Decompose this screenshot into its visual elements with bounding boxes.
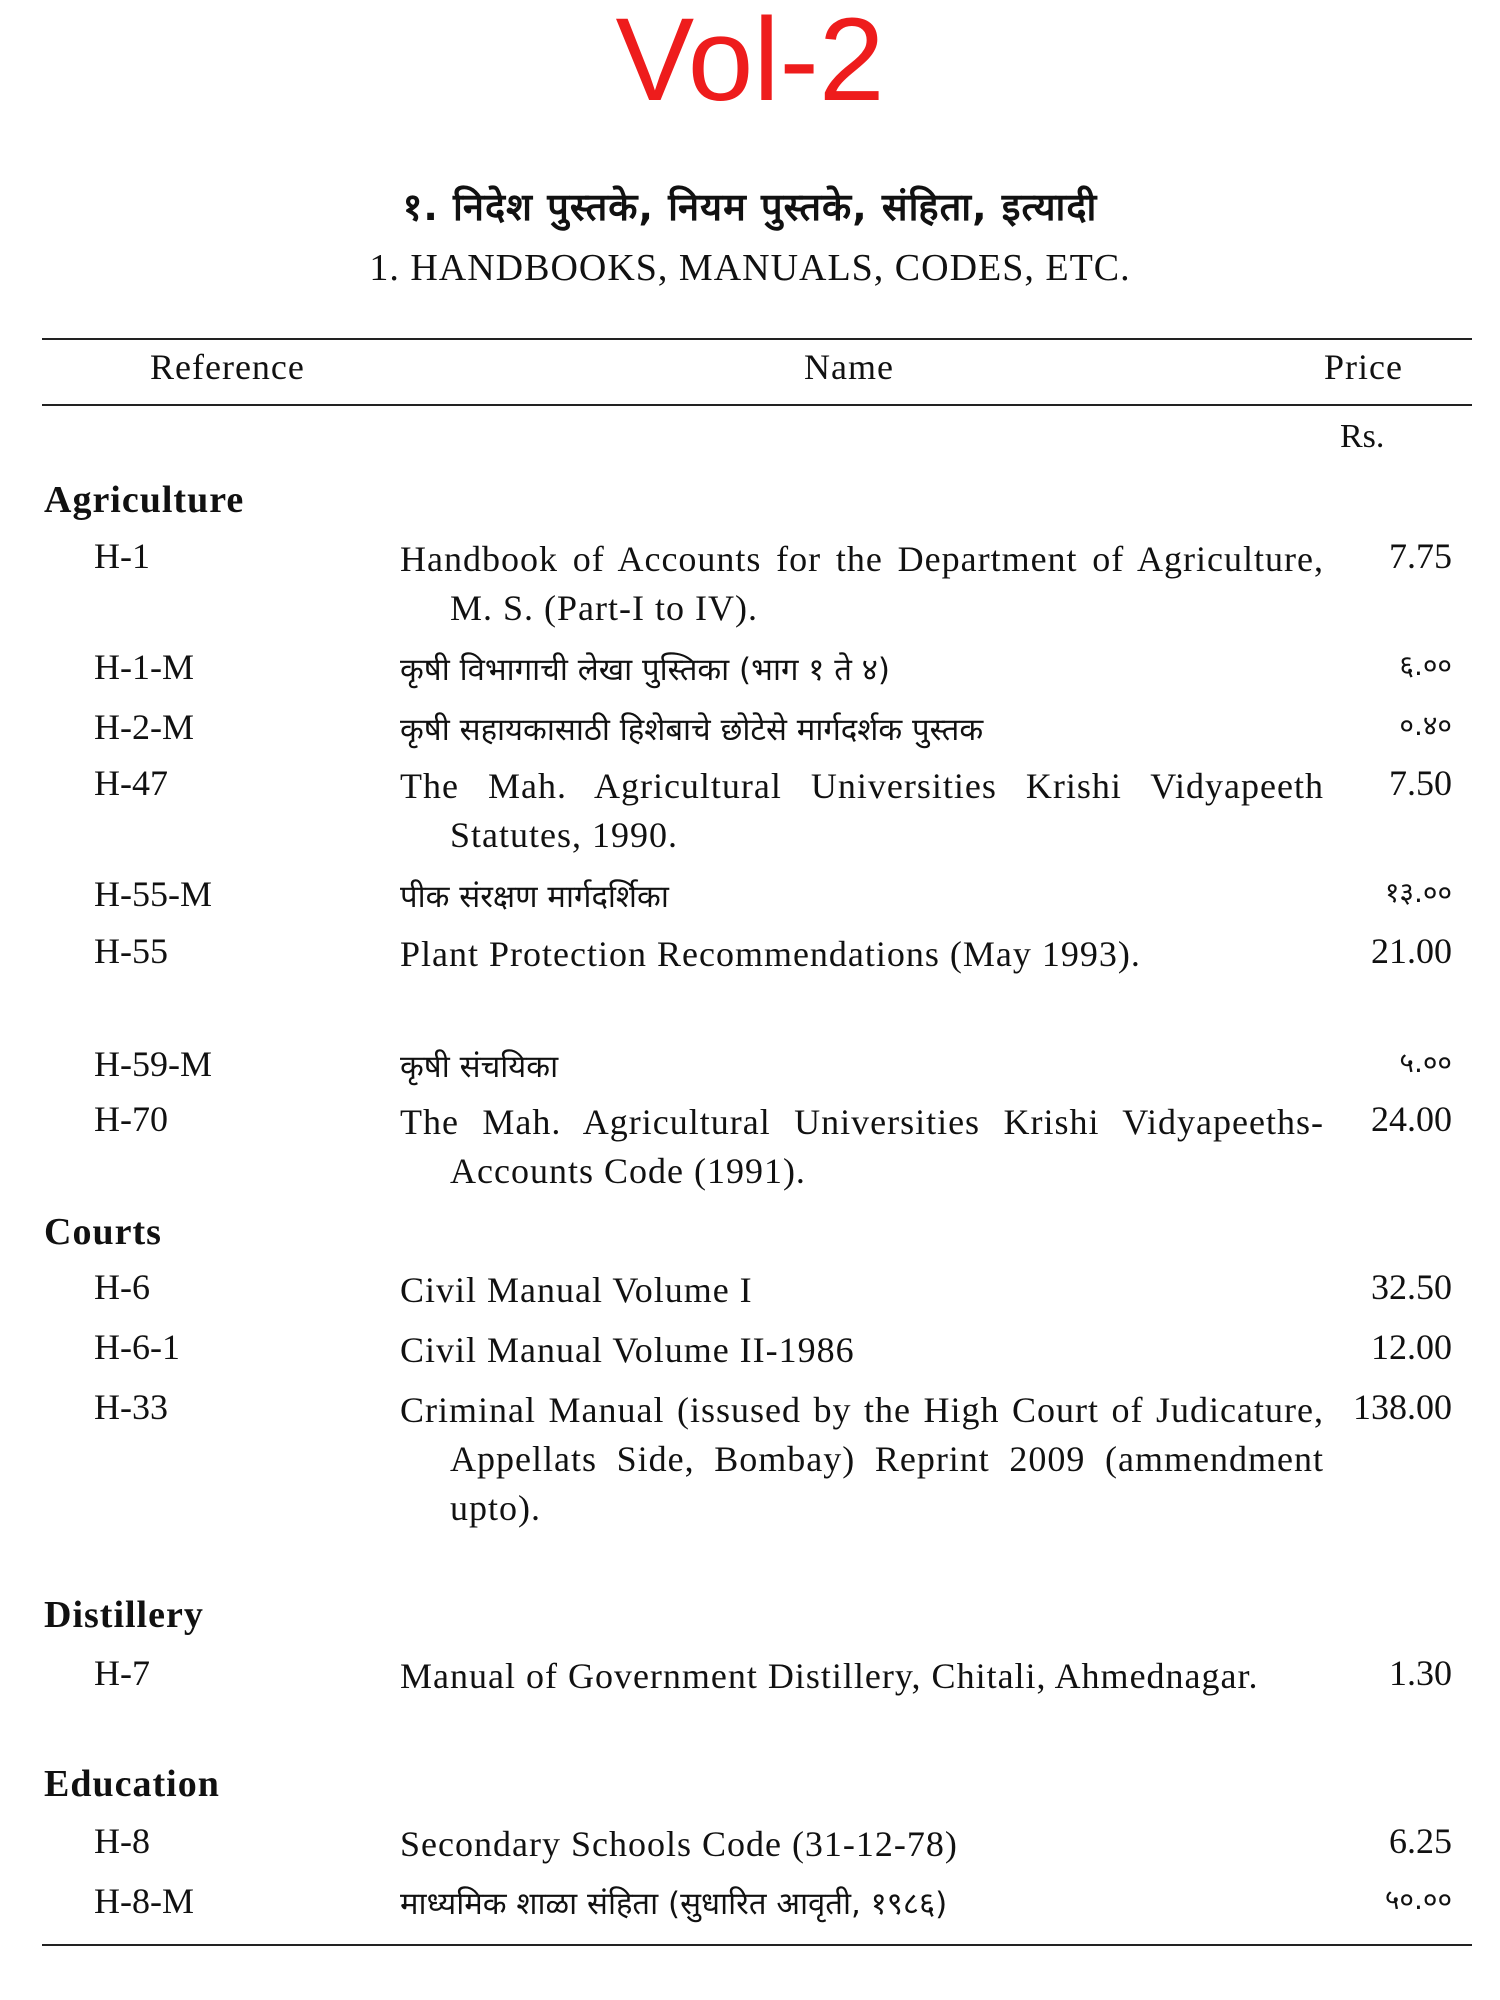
row-name: The Mah. Agricultural Universities Krishi Vidyapeeth Statutes, 1990.	[400, 766, 1324, 855]
row-reference: H-6	[94, 1267, 150, 1307]
row-reference: H-55	[94, 931, 168, 971]
row-name: कृषी संचयिका	[400, 1049, 559, 1085]
row-name: पीक संरक्षण मार्गदर्शिका	[400, 879, 669, 915]
row-price: ६.००	[1399, 649, 1452, 682]
row-reference: H-1	[94, 536, 150, 576]
row-reference: H-55-M	[94, 874, 212, 914]
header-top-rule	[42, 338, 1472, 340]
column-header-reference: Reference	[150, 347, 305, 387]
row-price: ५०.००	[1384, 1883, 1452, 1916]
section-heading-agriculture: Agriculture	[44, 479, 245, 521]
volume-label: Vol-2	[615, 0, 885, 126]
row-reference: H-47	[94, 763, 168, 803]
row-name: Manual of Government Distillery, Chitali, Ahmednagar.	[400, 1656, 1259, 1696]
title-english: 1. HANDBOOKS, MANUALS, CODES, ETC.	[369, 247, 1131, 289]
row-reference: H-6-1	[94, 1327, 180, 1367]
section-heading-education: Education	[44, 1763, 220, 1805]
section-heading-distillery: Distillery	[44, 1594, 204, 1636]
row-reference: H-7	[94, 1653, 150, 1693]
row-price: ०.४०	[1399, 709, 1452, 742]
row-name: कृषी विभागाची लेखा पुस्तिका (भाग १ ते ४)	[400, 652, 890, 688]
column-header-price: Price	[1324, 347, 1403, 387]
row-name: The Mah. Agricultural Universities Krishi Vidyapeeths-Accounts Code (1991).	[400, 1102, 1324, 1191]
row-reference: H-8-M	[94, 1881, 194, 1921]
currency-label: Rs.	[1340, 418, 1385, 455]
row-name: Criminal Manual (issused by the High Court of Judicature, Appellats Side, Bombay) Reprint 2009 (ammendment upto).	[400, 1390, 1324, 1528]
table-bottom-rule	[42, 1944, 1472, 1946]
row-name: कृषी सहायकासाठी हिशेबाचे छोटेसे मार्गदर्शक पुस्तक	[400, 712, 984, 748]
row-price: 32.50	[1371, 1267, 1452, 1307]
row-price: 138.00	[1353, 1387, 1452, 1427]
row-reference: H-70	[94, 1099, 168, 1139]
row-price: 7.50	[1389, 763, 1452, 803]
row-name: Handbook of Accounts for the Department of Agriculture, M. S. (Part-I to IV).	[400, 539, 1324, 628]
section-heading-courts: Courts	[44, 1211, 162, 1253]
row-name: Civil Manual Volume II-1986	[400, 1330, 855, 1370]
row-price: 7.75	[1389, 536, 1452, 576]
row-reference: H-33	[94, 1387, 168, 1427]
row-price: 24.00	[1371, 1099, 1452, 1139]
title-marathi: १. निदेश पुस्तके, नियम पुस्तके, संहिता, इत्यादी	[402, 185, 1098, 229]
row-reference: H-59-M	[94, 1044, 212, 1084]
row-name: Plant Protection Recommendations (May 1993).	[400, 934, 1141, 974]
column-header-name: Name	[804, 347, 894, 387]
row-price: १३.००	[1384, 876, 1452, 909]
row-price: 6.25	[1389, 1821, 1452, 1861]
row-name: Secondary Schools Code (31-12-78)	[400, 1824, 958, 1864]
row-reference: H-8	[94, 1821, 150, 1861]
row-price: 1.30	[1389, 1653, 1452, 1693]
row-reference: H-2-M	[94, 707, 194, 747]
row-price: ५.००	[1399, 1046, 1452, 1079]
row-price: 12.00	[1371, 1327, 1452, 1367]
row-name: माध्यमिक शाळा संहिता (सुधारित आवृती, १९८६)	[400, 1886, 948, 1922]
row-name: Civil Manual Volume I	[400, 1270, 753, 1310]
row-price: 21.00	[1371, 931, 1452, 971]
header-bottom-rule	[42, 404, 1472, 406]
row-reference: H-1-M	[94, 647, 194, 687]
